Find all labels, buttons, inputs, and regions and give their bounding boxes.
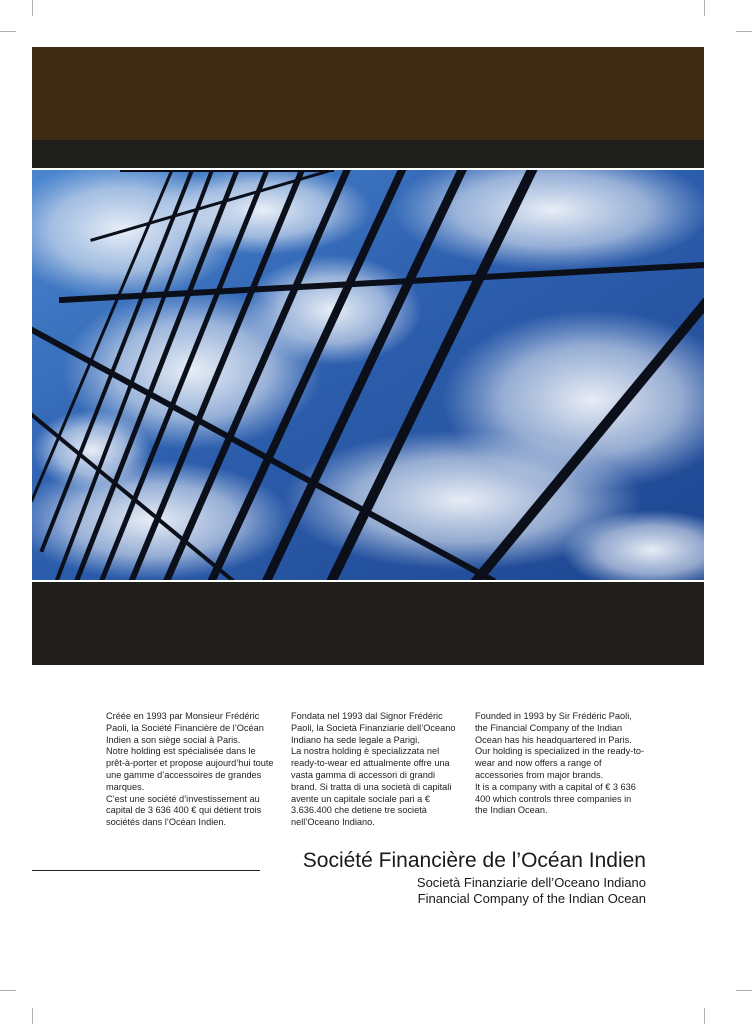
paragraph: Notre holding est spécialisée dans le prêt-à-porter et propose aujourd’hui toute une gamme d’accessoires de grandes marques. (106, 746, 274, 792)
crop-mark (0, 990, 16, 991)
paragraph: La nostra holding è specializzata nel ready-to-wear ed attualmente offre una vasta gamma di accessori di grandi brand. Si tratta di una società di capitali avente un capitale sociale pari a € 3.636.400 che detiene tre società nell’Oceano Indiano. (291, 746, 452, 828)
dark-band (32, 140, 704, 168)
company-subtitle-english: Financial Company of the Indian Ocean (417, 891, 646, 906)
crop-mark (704, 1008, 705, 1024)
text-column-italian (291, 711, 461, 829)
paragraph: Our holding is specialized in the ready-to-wear and now offers a range of accessories from major brands. (475, 746, 645, 780)
crop-mark (32, 1008, 33, 1024)
dark-band (32, 582, 704, 665)
text-column-french (106, 711, 276, 829)
paragraph: Founded in 1993 by Sir Frédéric Paoli, the Financial Company of the Indian Ocean has his headquartered in Paris. (475, 711, 632, 745)
paragraph: C’est une société d’investissement au capital de 3 636 400 € qui détient trois sociétés dans l’Océan Indien. (106, 793, 262, 828)
crop-mark (0, 31, 16, 32)
divider-rule (32, 870, 260, 871)
text-column-english (475, 711, 645, 817)
paragraph: Créée en 1993 par Monsieur Frédéric Paoli, la Société Financière de l’Océan Indien a son siège social à Paris. (106, 711, 264, 745)
facade-sky-photo (32, 170, 704, 580)
crop-mark (32, 0, 33, 16)
company-subtitle-italian: Società Finanziarie dell’Oceano Indiano (416, 875, 646, 890)
paragraph: Fondata nel 1993 dal Signor Frédéric Paoli, la Società Finanziarie dell’Oceano Indiano ha sede legale a Parigi. (291, 711, 456, 745)
top-color-band (32, 47, 704, 140)
crop-mark (736, 31, 752, 32)
company-title: Société Financière de l’Océan Indien (302, 849, 646, 872)
crop-mark (736, 990, 752, 991)
crop-mark (704, 0, 705, 16)
paragraph: It is a company with a capital of € 3 636 400 which controls three companies in the Indian Ocean. (475, 781, 636, 816)
